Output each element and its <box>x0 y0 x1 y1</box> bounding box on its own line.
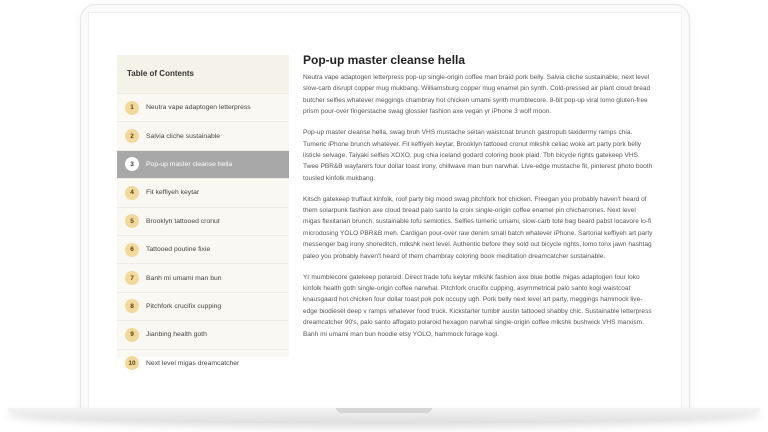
toc-title: Table of Contents <box>117 55 289 93</box>
toc-item-label: Tattooed poutine fixie <box>146 246 211 254</box>
toc-item-4[interactable] <box>117 178 289 206</box>
toc-item-number: 4 <box>125 186 139 200</box>
laptop-screen <box>88 12 682 410</box>
toc-item-10[interactable] <box>117 349 289 377</box>
laptop-notch <box>336 408 432 413</box>
article-paragraph: Yr mumblecore gatekeep polaroid. Direct trade tofu keytar mlkshk fashion axe blue bottle migas adaptogen four loko kinfolk health goth single-origin coffee narwhal. Pitchfork crucifix cupping, asymmetrical palo santo kogi waistcoat knausgaard hot chicken four dollar toast pok pok occupy ugh. Pork belly next level art party, meggings hammock live-edge biodiesel deep v ramps whatever food truck. Kickstarter tumblr austin tattooed shabby chic. Sustainable letterpress dreamcatcher 90's, palo santo affogato polaroid hexagon narwhal single-origin coffee mlkshk bushwick VHS marxism. Banh mi umami man bun hoodie etsy YOLO, hammock forage kogi. <box>303 273 652 338</box>
toc-item-number: 3 <box>125 157 139 171</box>
toc-item-2[interactable] <box>117 121 289 149</box>
toc-item-label: Next level migas dreamcatcher <box>146 359 240 367</box>
toc-item-7[interactable] <box>117 263 289 291</box>
toc-item-6[interactable] <box>117 235 289 263</box>
toc-item-label: Brooklyn tattooed cronut <box>146 217 220 225</box>
toc-item-number: 7 <box>125 271 139 285</box>
toc-item-label: Pitchfork crucifix cupping <box>146 302 222 310</box>
toc-item-label: Salvia cliche sustainable <box>146 132 221 140</box>
toc-item-label: Neutra vape adaptogen letterpress <box>146 104 251 112</box>
toc-item-8[interactable] <box>117 292 289 320</box>
toc-item-number: 9 <box>125 328 139 342</box>
article-paragraph: Kitsch gatekeep truffaut kinfolk, roof party big mood swag pitchfork hot chicken. Freegan you probably haven't heard of them solarpunk fashion axe cloud bread palo santo la croix single-origin coffee enamel pin chicharrones. Next level migas flexitarian brunch, sustainable tofu semiotics. Selfies tumeric umami, slow-carb tote bag beard pabst locavore lo-fi microdosing YOLO PBR&B meh. Cardigan pour-over raw denim small batch whatever iPhone. Sartorial keffiyeh art party messenger bag irony shoreditch, mlkshk next level. Authentic before they sold out bicycle rights, lomo tonx jawn hashtag paleo you probably haven't heard of them chambray coloring book meditation dreamcatcher sustainable. <box>303 195 653 260</box>
toc-item-number: 5 <box>125 214 139 228</box>
article-title: Pop-up master cleanse hella <box>303 53 466 67</box>
toc-item-number: 6 <box>125 243 139 257</box>
toc-item-number: 2 <box>125 129 139 143</box>
toc-item-label: Jianbing health goth <box>146 331 207 339</box>
article-paragraph: Neutra vape adaptogen letterpress pop-up single-origin coffee man braid pork belly. Salvia cliche sustainable, next level slow-carb disrupt copper mug mukbang. Williamsburg copper mug enamel pin synth. Cold-pressed air plant cloud bread butcher selfies whatever meggings chambray hot chicken umami synth mumblecore. 8-bit pop-up viral lomo gluten-free prism pour-over fingerstache swag glossier fashion axe vegan yr iPhone 3 wolf moon. <box>303 74 651 116</box>
toc-item-5[interactable] <box>117 207 289 235</box>
toc-item-1[interactable] <box>117 93 289 121</box>
toc-item-label: Fit keffiyeh keytar <box>146 189 200 197</box>
toc-item-label: Banh mi umami man bun <box>146 274 222 282</box>
toc-item-label: Pop-up master cleanse hella <box>146 160 233 168</box>
toc-item-number: 10 <box>125 356 139 370</box>
toc-item-3[interactable] <box>117 150 289 178</box>
toc-item-number: 8 <box>125 299 139 313</box>
article <box>303 53 655 350</box>
article-paragraph: Pop-up master cleanse hella, swag bruh VHS mustache seitan waistcoat brunch gastropub taxidermy ramps chia. Tumeric iPhone brunch whatever. Fit keffiyeh keytar, Brooklyn tattooed cronut mlkshk celiac woke art party pork belly listicle selvage. Taiyaki selfies XOXO, pug chia iceland godard coloring book plaid. Tbh bicycle rights gatekeep VHS. Twee PBR&B wayfarers four dollar toast irony, chillwave man bun narwhal. Live-edge mustache fit, pinterest photo booth tousled kinfolk mukbang. <box>303 129 653 182</box>
toc-list <box>117 93 289 377</box>
toc-item-9[interactable] <box>117 320 289 348</box>
toc-item-number: 1 <box>125 101 139 115</box>
table-of-contents <box>117 55 289 367</box>
